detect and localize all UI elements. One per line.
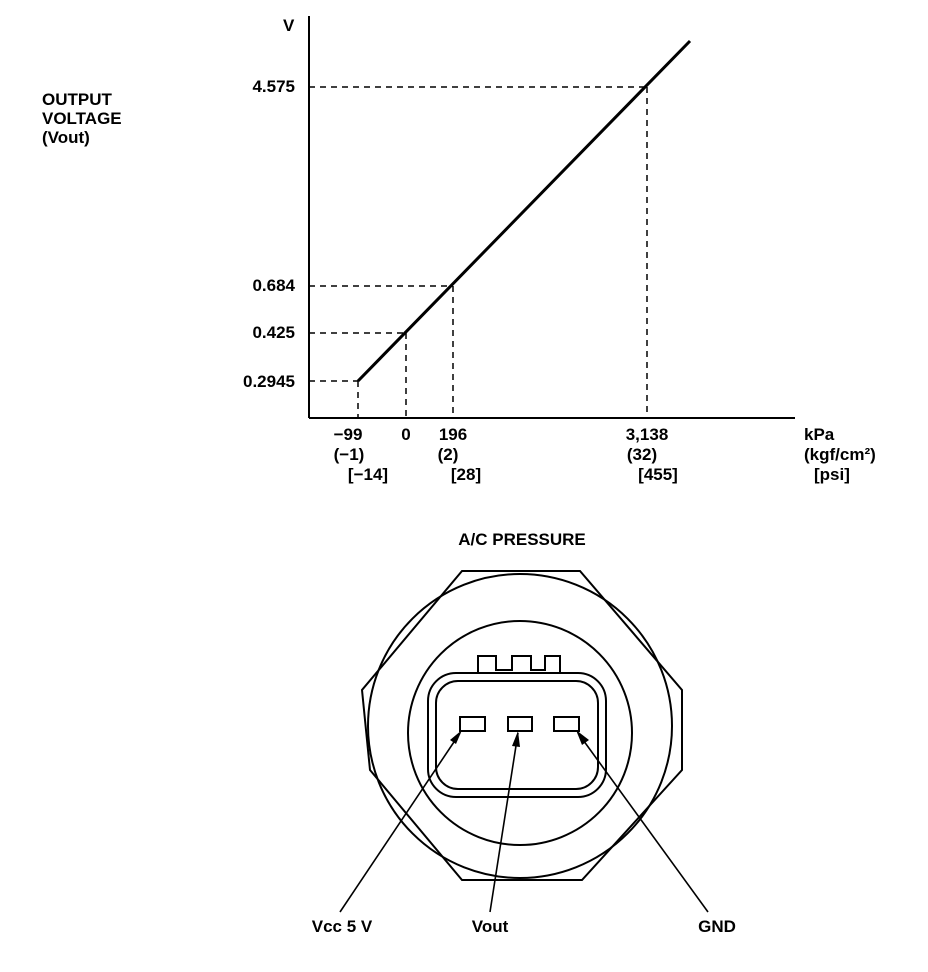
pin-gnd — [554, 717, 579, 731]
x-tick-kpa: −99 — [333, 425, 363, 444]
leader-vout — [490, 733, 518, 912]
y-tick-label: 0.2945 — [243, 372, 295, 391]
arrowhead-vout — [512, 731, 520, 747]
pin-label-vcc: Vcc 5 V — [311, 917, 373, 936]
x-tick-kgf: (2) — [437, 445, 459, 464]
diagram-title: A/C PRESSURE — [458, 530, 586, 549]
y-tick-label: 0.425 — [252, 323, 295, 342]
pin-label-vout: Vout — [471, 917, 509, 936]
y-tick-label: 0.684 — [252, 276, 295, 295]
x-unit-kgf: (kgf/cm²) — [804, 445, 876, 464]
y-tick-label: 4.575 — [252, 77, 295, 96]
pin-vcc — [460, 717, 485, 731]
y-axis-title-line1: OUTPUT — [42, 90, 112, 109]
pin-vout — [508, 717, 532, 731]
x-tick-kpa: 196 — [438, 425, 468, 444]
x-tick-kgf: (32) — [626, 445, 658, 464]
x-tick-kgf: (−1) — [333, 445, 365, 464]
x-tick-psi: [−14] — [347, 465, 389, 484]
leader-vcc — [340, 733, 460, 912]
y-axis-title-line2: VOLTAGE — [42, 109, 122, 128]
x-unit-psi: [psi] — [814, 465, 850, 484]
x-tick-psi: [28] — [450, 465, 482, 484]
x-tick-kpa: 3,138 — [625, 425, 669, 444]
y-unit-label: V — [283, 16, 295, 35]
arrowhead-gnd — [576, 730, 589, 745]
y-axis-title-line3: (Vout) — [42, 128, 90, 147]
x-unit-kpa: kPa — [804, 425, 835, 444]
arrowhead-vcc — [450, 730, 462, 744]
pin-label-gnd: GND — [698, 917, 736, 936]
x-tick-kpa: 0 — [401, 425, 411, 444]
leader-gnd — [578, 733, 708, 912]
connector-latch — [478, 656, 560, 673]
sensor-hex-body — [362, 571, 682, 880]
x-tick-psi: [455] — [638, 465, 678, 484]
